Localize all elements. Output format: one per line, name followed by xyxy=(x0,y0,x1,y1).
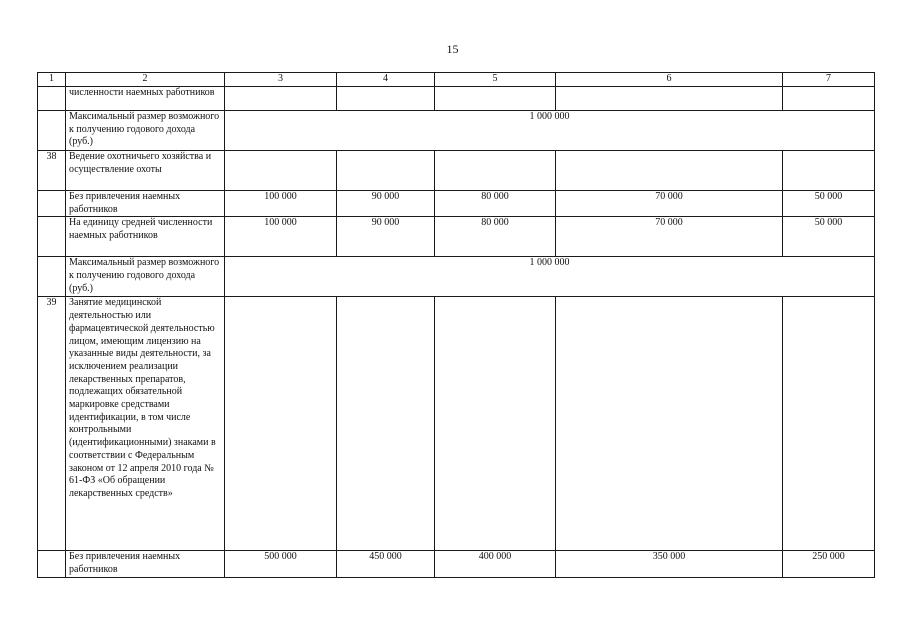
value-cell-col-7: 250 000 xyxy=(783,551,875,578)
data-table xyxy=(37,72,875,578)
table-body xyxy=(38,87,875,578)
row-number-cell xyxy=(38,217,66,257)
max-income-value-cell: 1 000 000 xyxy=(225,111,875,151)
row-number-cell xyxy=(38,111,66,151)
row-number-cell xyxy=(38,191,66,217)
row-number-cell: 38 xyxy=(38,151,66,191)
row-description-cell: Максимальный размер возможного к получению годового дохода (руб.) xyxy=(66,257,225,297)
page-number: 15 xyxy=(446,42,459,56)
value-cell-col-6: 70 000 xyxy=(556,191,783,217)
value-cell-col-3: 500 000 xyxy=(225,551,337,578)
value-cell-col-4 xyxy=(337,87,435,111)
row-number-cell xyxy=(38,87,66,111)
value-cell-col-3 xyxy=(225,151,337,191)
column-header-1: 1 xyxy=(38,73,66,87)
value-cell-col-5 xyxy=(435,297,556,551)
row-description-cell: Без привлечения наемных работников xyxy=(66,551,225,578)
value-cell-col-7: 50 000 xyxy=(783,217,875,257)
value-cell-col-3 xyxy=(225,297,337,551)
value-cell-col-6: 70 000 xyxy=(556,217,783,257)
value-cell-col-4 xyxy=(337,297,435,551)
value-cell-col-7 xyxy=(783,87,875,111)
row-number-cell: 39 xyxy=(38,297,66,551)
value-cell-col-5: 80 000 xyxy=(435,191,556,217)
row-number-cell xyxy=(38,257,66,297)
column-header-6: 6 xyxy=(556,73,783,87)
row-description-cell: На единицу средней численности наемных работников xyxy=(66,217,225,257)
value-cell-col-7: 50 000 xyxy=(783,191,875,217)
row-description-cell: численности наемных работников xyxy=(66,87,225,111)
table-row xyxy=(38,551,875,578)
column-header-3: 3 xyxy=(225,73,337,87)
value-cell-col-6 xyxy=(556,297,783,551)
value-cell-col-5: 80 000 xyxy=(435,217,556,257)
table-row xyxy=(38,297,875,551)
value-cell-col-3 xyxy=(225,87,337,111)
value-cell-col-3: 100 000 xyxy=(225,217,337,257)
row-description-cell: Занятие медицинской деятельностью или фармацевтической деятельностью лицом, имеющим лицензию на указанные виды деятельности, за исключением реализации лекарственных препаратов, подлежащих обязательной маркировке средствами идентификации, в том числе контрольными (идентификационными) знаками в соответствии с Федеральным законом от 12 апреля 2010 года № 61-ФЗ «Об обращении лекарственных средств» xyxy=(66,297,225,551)
value-cell-col-5 xyxy=(435,151,556,191)
value-cell-col-6: 350 000 xyxy=(556,551,783,578)
table-row xyxy=(38,217,875,257)
value-cell-col-4 xyxy=(337,151,435,191)
table-row xyxy=(38,257,875,297)
row-number-cell xyxy=(38,551,66,578)
value-cell-col-7 xyxy=(783,297,875,551)
column-header-7: 7 xyxy=(783,73,875,87)
table-row xyxy=(38,111,875,151)
table-row xyxy=(38,151,875,191)
row-description-cell: Ведение охотничьего хозяйства и осуществление охоты xyxy=(66,151,225,191)
value-cell-col-4: 450 000 xyxy=(337,551,435,578)
column-header-5: 5 xyxy=(435,73,556,87)
value-cell-col-4: 90 000 xyxy=(337,191,435,217)
value-cell-col-4: 90 000 xyxy=(337,217,435,257)
value-cell-col-3: 100 000 xyxy=(225,191,337,217)
table-row xyxy=(38,87,875,111)
column-header-4: 4 xyxy=(337,73,435,87)
value-cell-col-5: 400 000 xyxy=(435,551,556,578)
row-description-cell: Без привлечения наемных работников xyxy=(66,191,225,217)
table-row xyxy=(38,191,875,217)
row-description-cell: Максимальный размер возможного к получению годового дохода (руб.) xyxy=(66,111,225,151)
column-header-2: 2 xyxy=(66,73,225,87)
value-cell-col-6 xyxy=(556,87,783,111)
value-cell-col-7 xyxy=(783,151,875,191)
value-cell-col-5 xyxy=(435,87,556,111)
value-cell-col-6 xyxy=(556,151,783,191)
max-income-value-cell: 1 000 000 xyxy=(225,257,875,297)
header-row xyxy=(38,73,875,87)
